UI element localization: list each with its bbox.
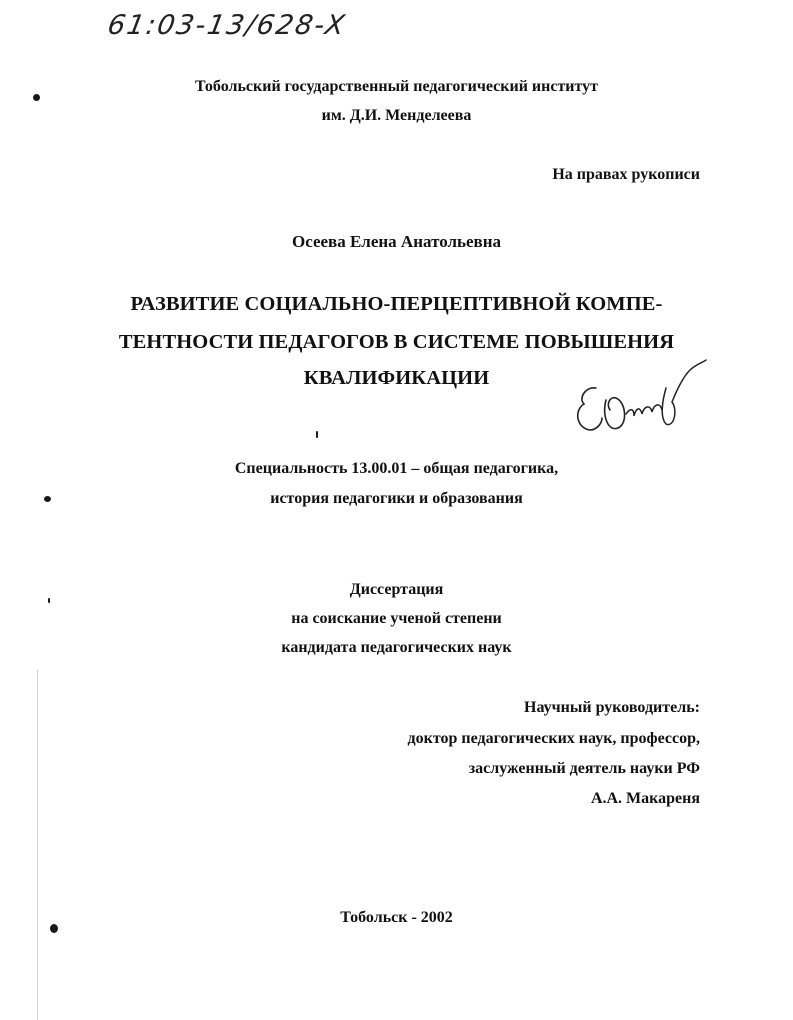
scan-hole-mark <box>33 94 40 101</box>
document-type: Диссертация <box>349 581 444 598</box>
thesis-title-line-1: РАЗВИТИЕ СОЦИАЛЬНО-ПЕРЦЕПТИВНОЙ КОМПЕ- <box>130 293 663 315</box>
scan-edge-line <box>37 670 38 1020</box>
specialty-line-2: история педагогики и образования <box>270 490 523 507</box>
specialty-line-1: Специальность 13.00.01 – общая педагогика, <box>234 460 559 477</box>
scan-dust-mark <box>316 431 318 438</box>
supervisor-title: заслуженный деятель науки РФ <box>468 760 700 777</box>
degree-purpose: на соискание ученой степени <box>291 610 502 627</box>
scan-hole-mark <box>44 496 51 502</box>
thesis-title-line-3: КВАЛИФИКАЦИИ <box>303 367 490 389</box>
author-name: Осеева Елена Анатольевна <box>291 232 502 251</box>
scan-hole-mark <box>50 924 58 933</box>
institution-named-after: им. Д.И. Менделеева <box>321 107 472 124</box>
supervisor-heading: Научный руководитель: <box>524 699 700 716</box>
city-year: Тобольск - 2002 <box>340 909 453 926</box>
thesis-title-line-2: ТЕНТНОСТИ ПЕДАГОГОВ В СИСТЕМЕ ПОВЫШЕНИЯ <box>118 331 675 353</box>
author-signature <box>566 358 716 448</box>
supervisor-name: А.А. Макареня <box>590 790 700 807</box>
handwritten-archive-code: 61:03-13/628-X <box>105 10 349 41</box>
manuscript-rights-note: На правах рукописи <box>552 166 700 183</box>
supervisor-degree: доктор педагогических наук, профессор, <box>407 730 700 747</box>
degree-name: кандидата педагогических наук <box>281 639 512 656</box>
institution-name: Тобольский государственный педагогический институт <box>194 78 599 95</box>
scan-dust-mark <box>48 598 50 603</box>
